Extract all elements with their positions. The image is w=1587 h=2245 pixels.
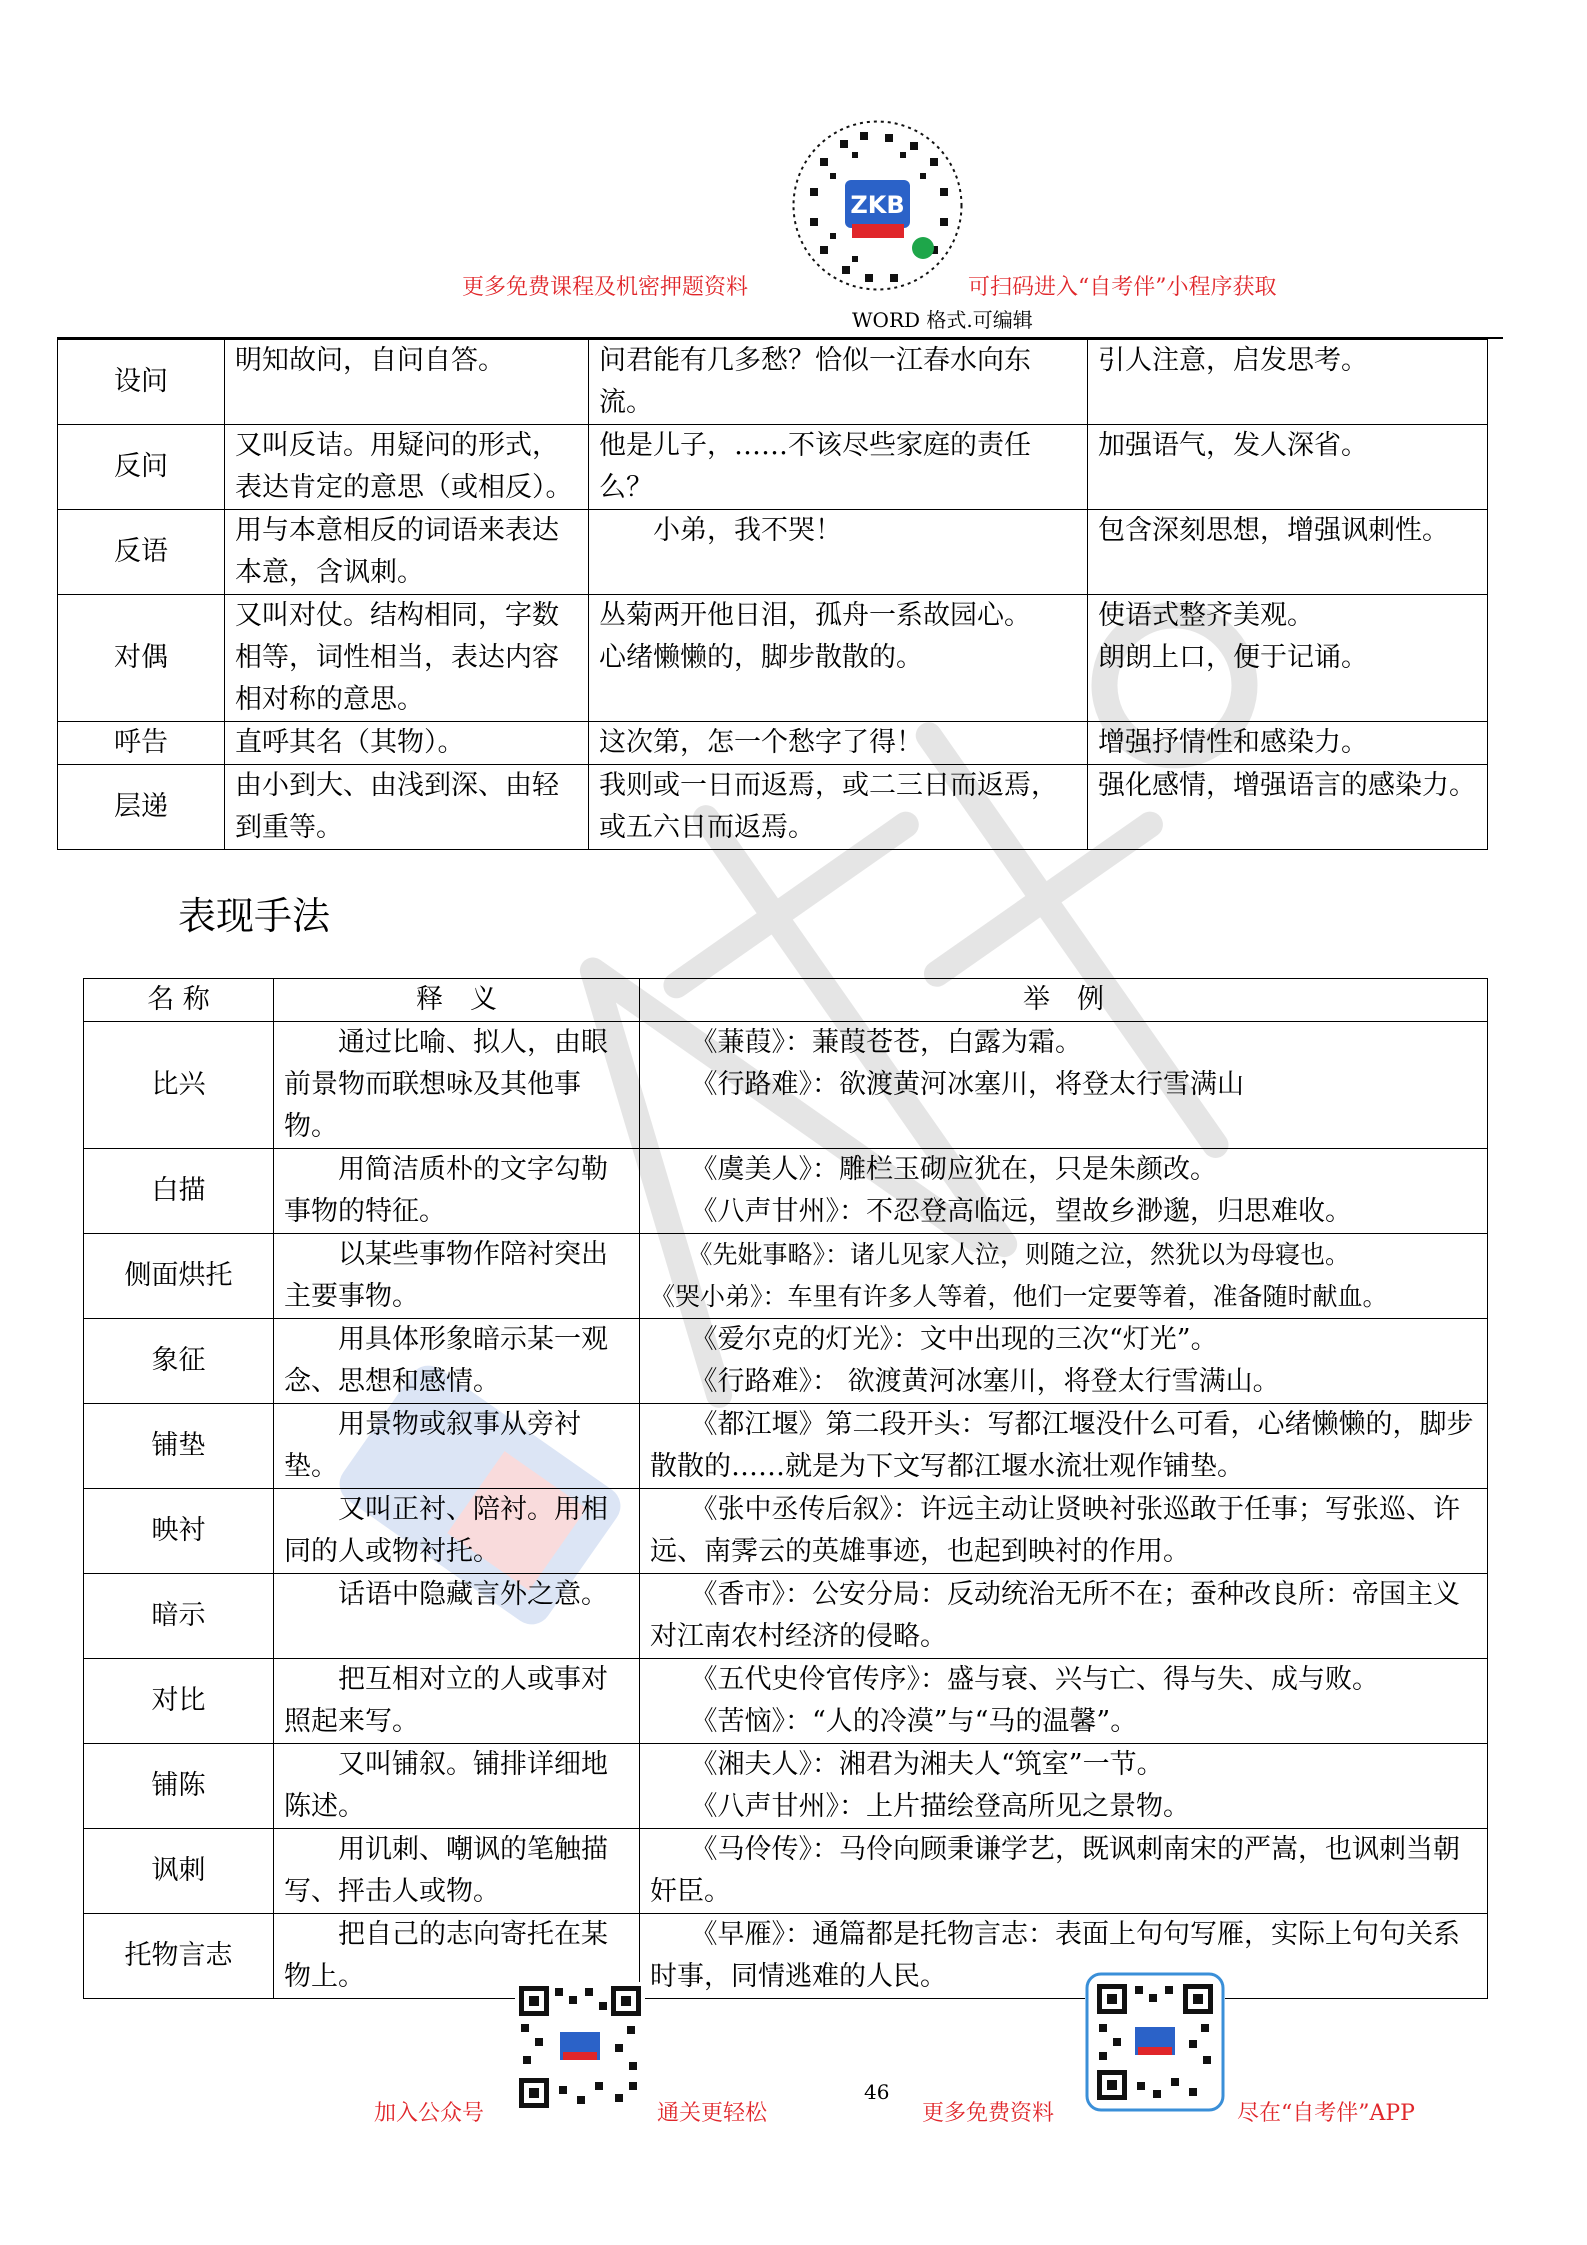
technique-name: 讽刺: [84, 1829, 274, 1914]
technique-example: [640, 1149, 1488, 1234]
section-title: 表现手法: [178, 894, 331, 938]
technique-name: 铺陈: [84, 1744, 274, 1829]
header-left-promo: 更多免费课程及机密押题资料: [462, 275, 749, 300]
technique-example: 《香市》：公安分局：反动统治无所不在；蚕种改良所：帝国主义对江南农村经济的侵略。: [640, 1574, 1488, 1659]
technique-example: 《马伶传》：马伶向顾秉谦学艺，既讽刺南宋的严嵩，也讽刺当朝奸臣。: [640, 1829, 1488, 1914]
device-effect: 包含深刻思想，增强讽刺性。: [1088, 510, 1488, 595]
technique-definition: 用讥刺、嘲讽的笔触描写、抨击人或物。: [274, 1829, 640, 1914]
example-line: 《哭小弟》：车里有许多人等着，他们一定要等着，准备随时献血。: [650, 1282, 1388, 1311]
table-row: [84, 1489, 1488, 1574]
technique-example: [640, 1659, 1488, 1744]
table-row: [84, 1829, 1488, 1914]
technique-definition: 话语中隐藏言外之意。: [274, 1574, 640, 1659]
technique-example: [640, 1022, 1488, 1149]
technique-definition: 通过比喻、拟人，由眼前景物而联想咏及其他事物。: [274, 1022, 640, 1149]
table-row: [58, 765, 1488, 850]
technique-name: 暗示: [84, 1574, 274, 1659]
device-effect: 强化感情，增强语言的感染力。: [1088, 765, 1488, 850]
technique-example: [640, 1234, 1488, 1319]
device-example: 他是儿子，……不该尽些家庭的责任么？: [589, 425, 1088, 510]
table-row: [58, 510, 1488, 595]
technique-name: 比兴: [84, 1022, 274, 1149]
technique-example: 《早雁》：通篇都是托物言志：表面上句句写雁，实际上句句关系时事，同情逃难的人民。: [640, 1914, 1488, 1999]
technique-definition: 以某些事物作陪衬突出主要事物。: [274, 1234, 640, 1319]
technique-definition: 用具体形象暗示某一观念、思想和感情。: [274, 1319, 640, 1404]
table-row: [84, 1404, 1488, 1489]
device-effect: 增强抒情性和感染力。: [1088, 722, 1488, 765]
example-line: 《五代史伶官传序》：盛与衰、兴与亡、得与失、成与败。: [690, 1664, 1379, 1695]
device-definition: 明知故问，自问自答。: [225, 340, 589, 425]
device-name: 设问: [58, 340, 225, 425]
device-effect: [1088, 595, 1488, 722]
technique-definition: 把互相对立的人或事对照起来写。: [274, 1659, 640, 1744]
technique-name: 白描: [84, 1149, 274, 1234]
device-effect: 加强语气，发人深省。: [1088, 425, 1488, 510]
header-definition: 释 义: [274, 979, 640, 1022]
device-name: 对偶: [58, 595, 225, 722]
effect-line: 使语式整齐美观。: [1098, 600, 1314, 631]
technique-name: 映衬: [84, 1489, 274, 1574]
example-line: 《行路难》：欲渡黄河冰塞川，将登太行雪满山: [690, 1069, 1244, 1100]
table-header-row: [84, 979, 1488, 1022]
technique-example: [640, 1319, 1488, 1404]
device-example: 这次第，怎一个愁字了得！: [589, 722, 1088, 765]
svg-text:ZKB: ZKB: [850, 191, 905, 219]
example-line: 《爱尔克的灯光》：文中出现的三次“灯光”。: [690, 1324, 1218, 1355]
technique-definition: 用简洁质朴的文字勾勒事物的特征。: [274, 1149, 640, 1234]
device-definition: 由小到大、由浅到深、由轻到重等。: [225, 765, 589, 850]
technique-name: 侧面烘托: [84, 1234, 274, 1319]
technique-definition: 用景物或叙事从旁衬垫。: [274, 1404, 640, 1489]
device-name: 反问: [58, 425, 225, 510]
device-definition: 用与本意相反的词语来表达本意，含讽刺。: [225, 510, 589, 595]
effect-line: 朗朗上口，便于记诵。: [1098, 642, 1368, 673]
table-row: [58, 595, 1488, 722]
table-row: [84, 1234, 1488, 1319]
app-download-qr-code: [1085, 1972, 1225, 2112]
example-line: 《虞美人》：雕栏玉砌应犹在，只是朱颜改。: [690, 1154, 1217, 1185]
example-line: 《先妣事略》：诸儿见家人泣，则随之泣，然犹以为母寝也。: [687, 1240, 1351, 1269]
table-row: [58, 722, 1488, 765]
table-row: [84, 1659, 1488, 1744]
technique-name: 象征: [84, 1319, 274, 1404]
example-line: 丛菊两开他日泪，孤舟一系故园心。: [599, 600, 1031, 631]
table-row: [84, 1744, 1488, 1829]
device-example: 我则或一日而返焉，或二三日而返焉，或五六日而返焉。: [589, 765, 1088, 850]
example-line: 《八声甘州》：上片描绘登高所见之景物。: [690, 1791, 1190, 1822]
table-row: [84, 1022, 1488, 1149]
example-line: 心绪懒懒的，脚步散散的。: [599, 642, 923, 673]
example-line: 《苦恼》：“人的冷漠”与“马的温馨”。: [690, 1706, 1138, 1737]
footer-in-app: 尽在“自考伴”APP: [1237, 2101, 1415, 2126]
technique-example: 《都江堰》第二段开头：写都江堰没什么可看，心绪懒懒的，脚步散散的……就是为下文写都江堰水流壮观作铺垫。: [640, 1404, 1488, 1489]
example-line: 《行路难》： 欲渡黄河冰塞川，将登太行雪满山。: [690, 1366, 1280, 1397]
table-row: [84, 1914, 1488, 1999]
table-row: [58, 340, 1488, 425]
table-row: [58, 425, 1488, 510]
table-row: [84, 1319, 1488, 1404]
device-definition: 又叫对仗。结构相同，字数相等，词性相当，表达内容相对称的意思。: [225, 595, 589, 722]
technique-definition: 又叫正衬、陪衬。用相同的人或物衬托。: [274, 1489, 640, 1574]
device-example: [589, 595, 1088, 722]
footer-pass-easier: 通关更轻松: [657, 2101, 768, 2126]
technique-name: 对比: [84, 1659, 274, 1744]
device-effect: 引人注意，启发思考。: [1088, 340, 1488, 425]
device-example: 问君能有几多愁？恰似一江春水向东流。: [589, 340, 1088, 425]
wechat-account-qr-code: [515, 1982, 645, 2112]
table-row: [84, 1149, 1488, 1234]
device-name: 呼告: [58, 722, 225, 765]
page-number: 46: [864, 2080, 890, 2104]
technique-example: [640, 1744, 1488, 1829]
mini-program-qr-code: [790, 118, 965, 293]
header-name: 名 称: [84, 979, 274, 1022]
example-line: 《蒹葭》：蒹葭苍苍，白露为霜。: [690, 1027, 1082, 1058]
technique-definition: 把自己的志向寄托在某物上。: [274, 1914, 640, 1999]
device-definition: 直呼其名（其物）。: [225, 722, 589, 765]
technique-name: 托物言志: [84, 1914, 274, 1999]
header-right-promo: 可扫码进入“自考伴”小程序获取: [968, 275, 1277, 300]
device-name: 层递: [58, 765, 225, 850]
technique-definition: 又叫铺叙。铺排详细地陈述。: [274, 1744, 640, 1829]
technique-example: 《张中丞传后叙》：许远主动让贤映衬张巡敢于任事；写张巡、许远、南霁云的英雄事迹，也起到映衬的作用。: [640, 1489, 1488, 1574]
device-example: 小弟，我不哭！: [589, 510, 1088, 595]
footer-more-free: 更多免费资料: [922, 2101, 1055, 2126]
techniques-table: [83, 978, 1488, 1999]
device-name: 反语: [58, 510, 225, 595]
table-row: [84, 1574, 1488, 1659]
device-definition: 又叫反诘。用疑问的形式，表达肯定的意思（或相反）。: [225, 425, 589, 510]
rhetoric-table: [57, 339, 1488, 850]
word-format-note: WORD 格式.可编辑: [852, 308, 1033, 332]
example-line: 《湘夫人》：湘君为湘夫人“筑室”一节。: [690, 1749, 1164, 1780]
technique-name: 铺垫: [84, 1404, 274, 1489]
header-example: 举 例: [640, 979, 1488, 1022]
footer-join-account: 加入公众号: [374, 2101, 485, 2126]
example-line: 《八声甘州》：不忍登高临远，望故乡渺邈，归思难收。: [690, 1196, 1352, 1227]
